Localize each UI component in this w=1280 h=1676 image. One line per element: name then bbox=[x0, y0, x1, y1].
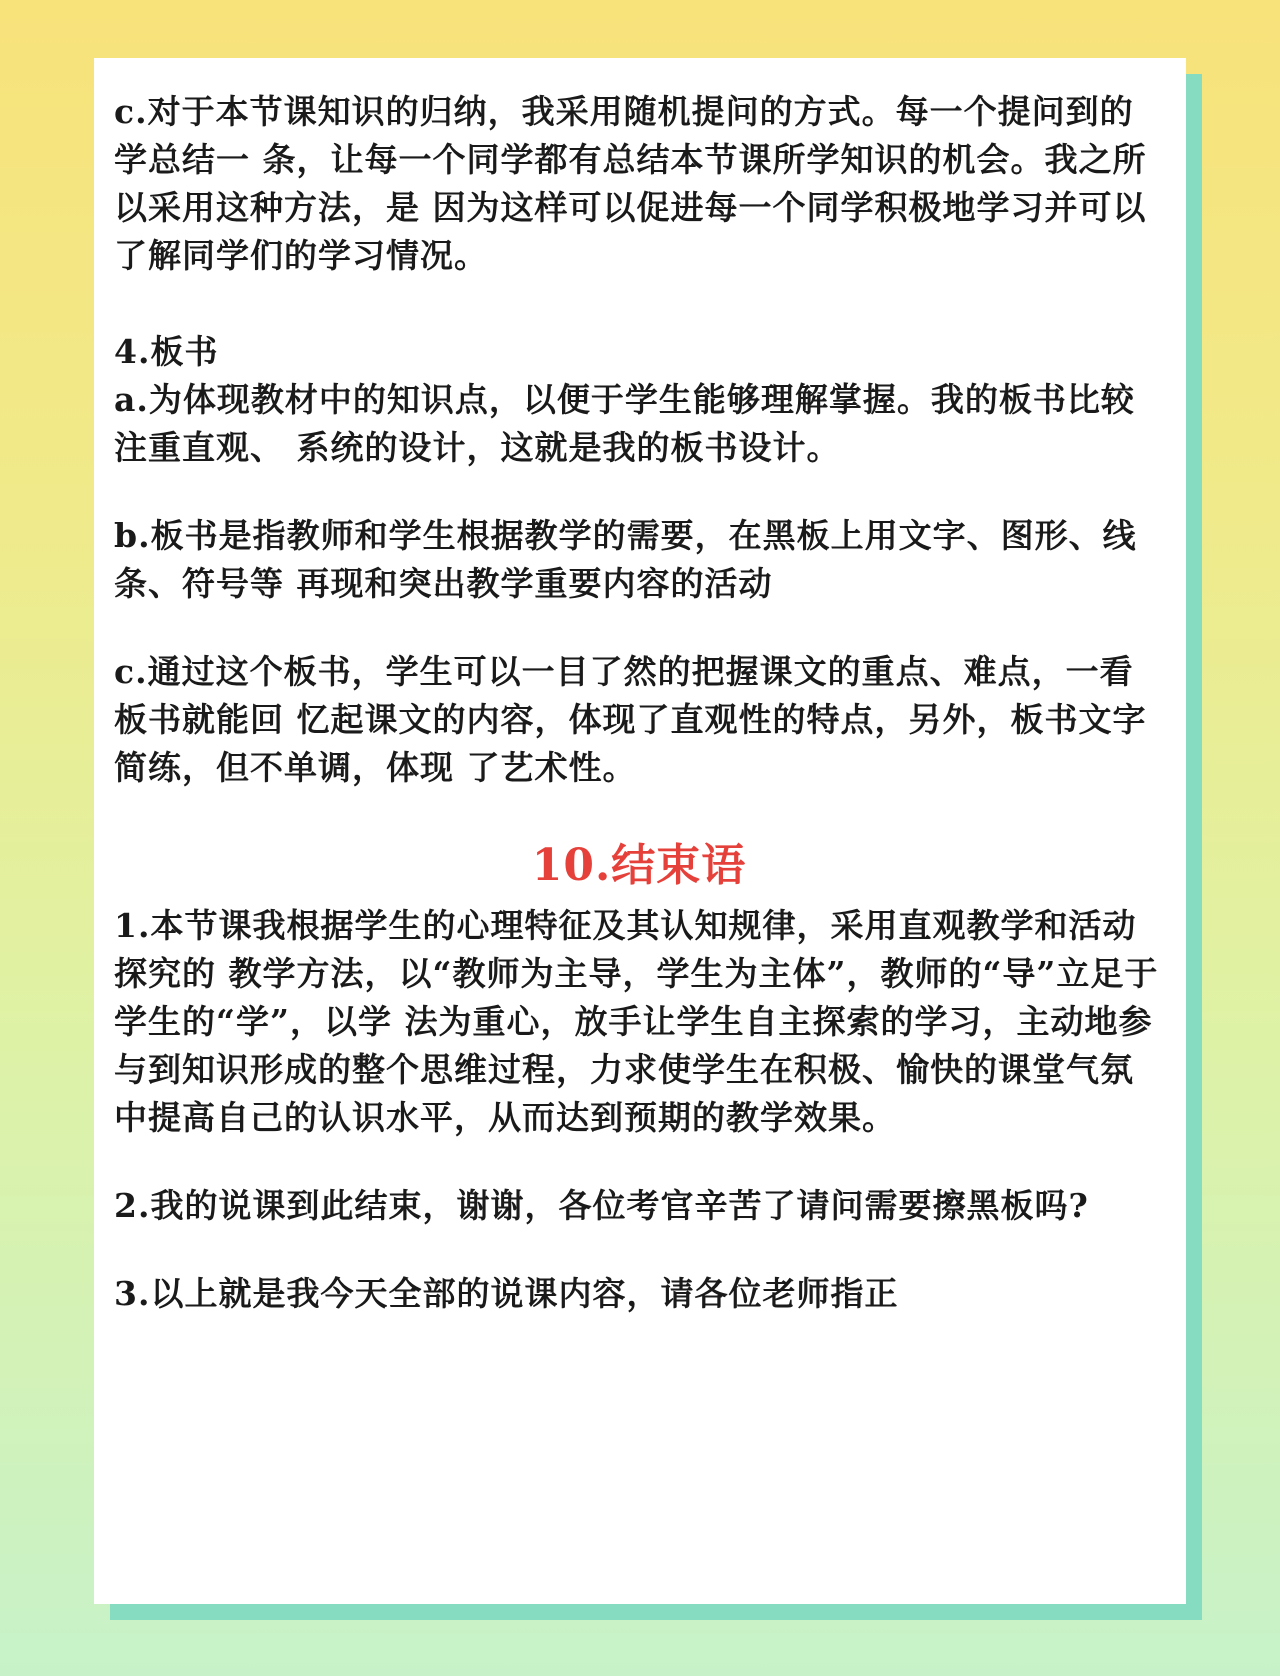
document-content bbox=[114, 88, 1164, 1318]
board-paragraph-c: c.通过这个板书，学生可以一目了然的把握课文的重点、难点，一看板书就能回 忆起课文的内容，体现了直观性的特点，另外，板书文字简练，但不单调，体现 了艺术性。 bbox=[114, 652, 1147, 787]
board-paragraph-a: a.为体现教材中的知识点，以便于学生能够理解掌握。我的板书比较注重直观、 系统的设计，这就是我的板书设计。 bbox=[114, 380, 1135, 467]
conclusion-paragraph-1: 1.本节课我根据学生的心理特征及其认知规律，采用直观教学和活动探究的 教学方法，以“教师为主导，学生为主体”，教师的“导”立足于学生的“学”，以学 法为重心，放手让学生自主探索的学习，主动地参与到知识形成的整个思维过程，力求使学生在积极、愉快的课堂气氛中提高自己的认识水平，从而达到预期的教学效果。 bbox=[114, 906, 1159, 1137]
conclusion-paragraph-2: 2.我的说课到此结束，谢谢，各位考官辛苦了请问需要擦黑板吗? bbox=[114, 1186, 1089, 1225]
document-card bbox=[94, 58, 1186, 1604]
board-paragraph-b: b.板书是指教师和学生根据教学的需要，在黑板上用文字、图形、线条、符号等 再现和突出教学重要内容的活动 bbox=[114, 516, 1137, 603]
conclusion-paragraph-3: 3.以上就是我今天全部的说课内容，请各位老师指正 bbox=[114, 1274, 899, 1313]
conclusion-title: 10.结束语 bbox=[531, 840, 747, 891]
board-heading: 4.板书 bbox=[114, 332, 219, 371]
intro-paragraph-c: c.对于本节课知识的归纳，我采用随机提问的方式。每一个提问到的学总结一 条，让每一个同学都有总结本节课所学知识的机会。我之所以采用这种方法，是 因为这样可以促进每一个同学积极地学习并可以了解同学们的学习情况。 bbox=[114, 92, 1147, 275]
